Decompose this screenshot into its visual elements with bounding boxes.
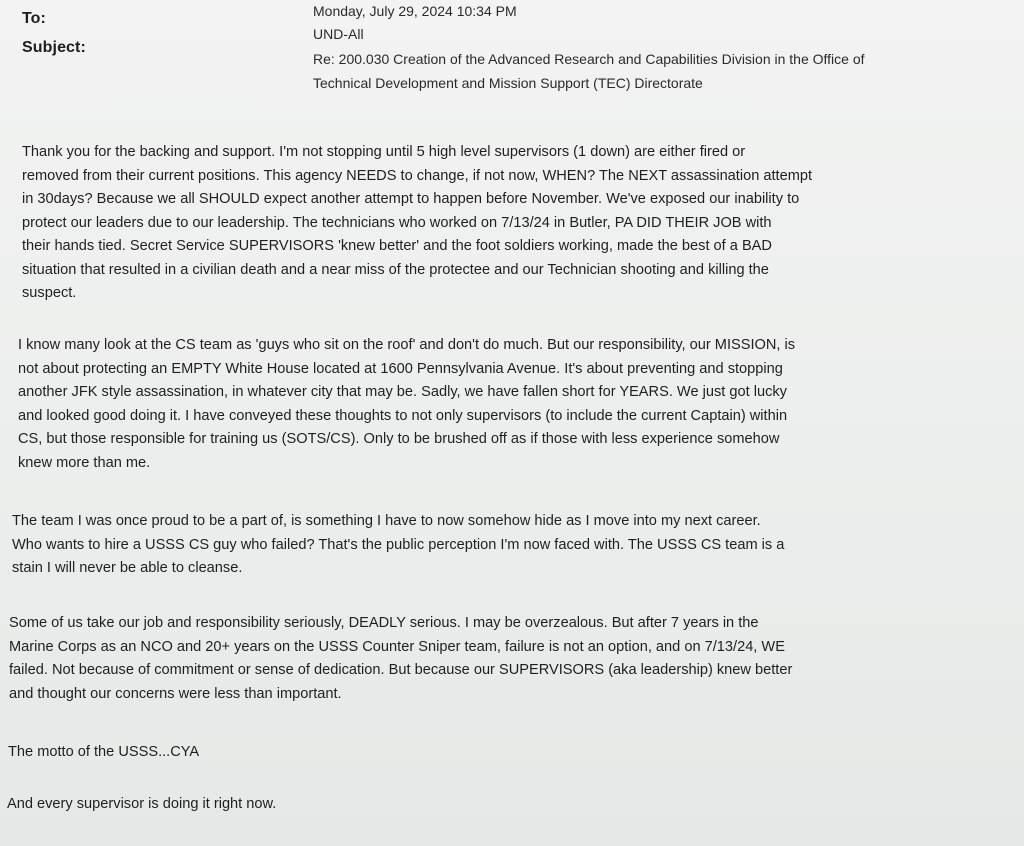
paragraph-line: not about protecting an EMPTY White House located at 1600 Pennsylvania Avenue. It's about preventing and stopping bbox=[18, 360, 783, 377]
paragraph-line: The team I was once proud to be a part of, is something I have to now somehow hide as I move into my next career. bbox=[12, 513, 761, 529]
paragraph-line: CS, but those responsible for training us (SOTS/CS). Only to be brushed off as if those with less experience somehow bbox=[18, 431, 780, 447]
to-value: UND-All bbox=[313, 26, 364, 42]
paragraph-line: situation that resulted in a civilian death and a near miss of the protectee and our Technician shooting and killing the bbox=[22, 261, 769, 278]
paragraph-2 bbox=[18, 334, 795, 475]
paragraph-line: and looked good doing it. I have conveyed these thoughts to not only supervisors (to include the current Captain) within bbox=[18, 407, 788, 424]
paragraph-4 bbox=[9, 612, 792, 706]
sent-date: Monday, July 29, 2024 10:34 PM bbox=[313, 3, 517, 19]
paragraph-line: failed. Not because of commitment or sense of dedication. But because our SUPERVISORS (aka leadership) knew better bbox=[9, 662, 793, 678]
subject-line-2: Technical Development and Mission Support (TEC) Directorate bbox=[313, 75, 703, 91]
paragraph-line: their hands tied. Secret Service SUPERVISORS 'knew better' and the foot soldiers working, made the best of a BAD bbox=[22, 238, 772, 254]
paragraph-line: And every supervisor is doing it right now. bbox=[7, 796, 277, 812]
subject-label: Subject: bbox=[22, 39, 86, 56]
paragraph-5 bbox=[8, 741, 199, 765]
paragraph-line: Some of us take our job and responsibility seriously, DEADLY serious. I may be overzealous. But after 7 years in the bbox=[9, 615, 759, 631]
paragraph-line: and thought our concerns were less than important. bbox=[9, 685, 342, 702]
paragraph-line: Thank you for the backing and support. I'm not stopping until 5 high level supervisors (1 down) are either fired or bbox=[22, 144, 746, 160]
paragraph-line: removed from their current positions. This agency NEEDS to change, if not now, WHEN? The NEXT assassination attempt bbox=[22, 167, 813, 184]
paragraph-line: The motto of the USSS...CYA bbox=[8, 744, 200, 760]
subject-line-1: Re: 200.030 Creation of the Advanced Research and Capabilities Division in the Office of bbox=[313, 51, 865, 67]
paragraph-line: Marine Corps as an NCO and 20+ years on the USSS Counter Sniper team, failure is not an option, and on 7/13/24, WE bbox=[9, 638, 785, 655]
paragraph-line: suspect. bbox=[22, 285, 77, 301]
paragraph-line: knew more than me. bbox=[18, 454, 151, 471]
paragraph-line: another JFK style assassination, in whatever city that may be. Sadly, we have fallen short for YEARS. We just got lucky bbox=[18, 384, 787, 400]
to-label: To: bbox=[22, 10, 46, 27]
paragraph-line: protect our leaders due to our leadership. The technicians who worked on 7/13/24 in Butler, PA DID THEIR JOB with bbox=[22, 214, 772, 231]
paragraph-3 bbox=[12, 510, 784, 581]
paragraph-line: I know many look at the CS team as 'guys who sit on the roof' and don't do much. But our responsibility, our MISSION, is bbox=[18, 337, 796, 353]
paragraph-1 bbox=[22, 141, 812, 306]
paragraph-line: stain I will never be able to cleanse. bbox=[12, 560, 243, 576]
paragraph-6 bbox=[7, 793, 276, 817]
paragraph-line: Who wants to hire a USSS CS guy who failed? That's the public perception I'm now faced with. The USSS CS team is a bbox=[12, 536, 785, 553]
paragraph-line: in 30days? Because we all SHOULD expect another attempt to happen before November. We've exposed our inability to bbox=[22, 191, 800, 207]
